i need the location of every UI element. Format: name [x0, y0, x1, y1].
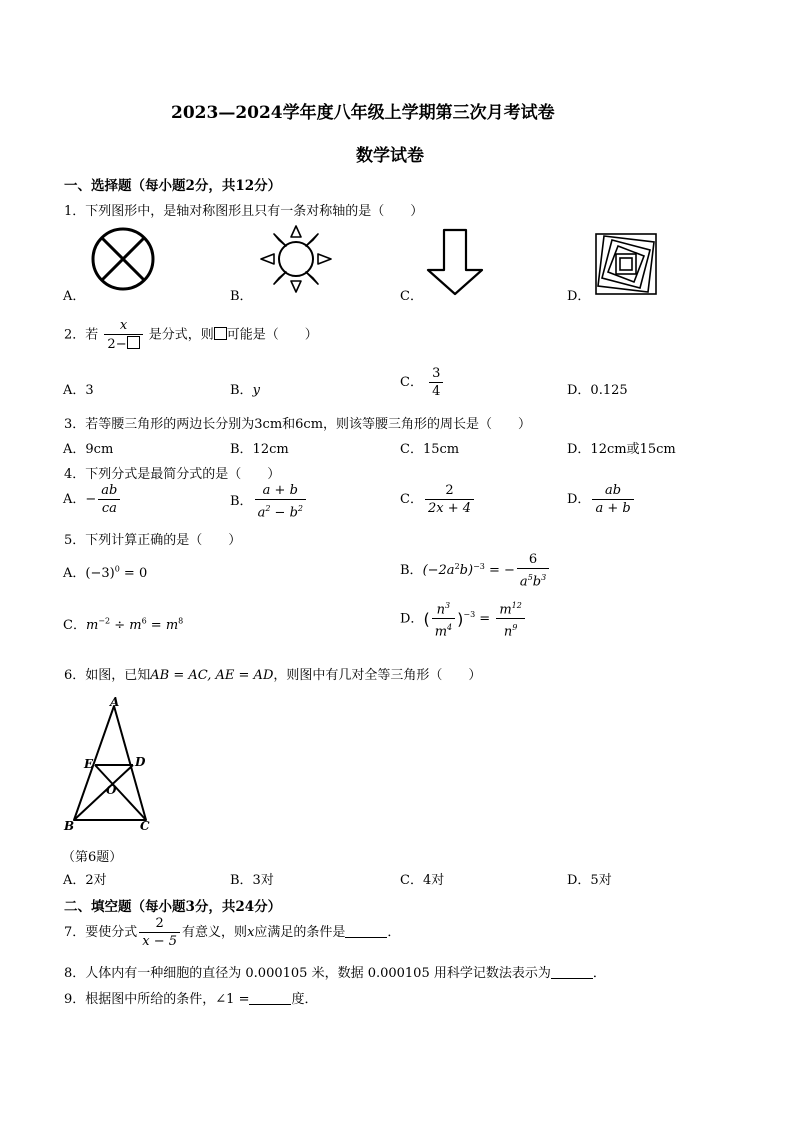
q5-c-e2: 6: [141, 616, 147, 626]
q4-d-label: D．: [567, 492, 591, 507]
q9-end: 度．: [291, 992, 318, 1007]
q4-stem: 4．下列分式是最简分式的是（ ）: [64, 467, 281, 482]
q5-d-inner-fraction: [432, 598, 455, 640]
q5-d-outer-den: [496, 619, 525, 639]
q6-stem-math: AB = AC, AE = AD: [150, 668, 274, 683]
q7-tail: 应满足的条件是: [254, 925, 346, 940]
q4-option-b: [230, 483, 308, 520]
q5-option-b: B．$(-2a^2b)^{-3}$ = − $\frac{6}{a^5b^3}$: [400, 552, 551, 589]
q6-caption: （第6题）: [62, 850, 123, 865]
q5-b-base2: b): [459, 563, 474, 579]
q5-a-exponent: 0: [114, 564, 120, 574]
q5-d-out-m: m: [499, 602, 512, 618]
label-b: B: [64, 819, 75, 833]
q5-option-d: [400, 598, 527, 640]
q7-denominator: x − 5: [142, 934, 178, 949]
q5-d-out-n-exp: 9: [512, 623, 518, 633]
q2-tail-text: 可能是（ ）: [226, 327, 318, 343]
q1-option-b-label: B．: [230, 289, 253, 304]
q6-stem: [64, 664, 481, 683]
q7-stem: [64, 916, 400, 949]
q9-stem: [64, 988, 317, 1007]
q2-option-c: [400, 366, 445, 399]
q8-answer-blank[interactable]: [551, 966, 593, 979]
q5-d-label: D．: [400, 611, 424, 627]
label-e: E: [84, 757, 94, 771]
q5-c-eq: =: [146, 618, 166, 633]
q1-option-d-label: D．: [567, 289, 591, 304]
q5-b-base: (−2a: [422, 563, 455, 579]
q6-stem-a: 6．如图，已知: [64, 668, 151, 683]
q5-d-inner-den: [432, 619, 455, 639]
q5-stem: 5．下列计算正确的是（ ）: [64, 533, 242, 548]
q8-text: 8．人体内有一种细胞的直径为 0.000105 米，数据 0.000105 用科学记数法表示为: [64, 966, 551, 981]
q5-option-a: [63, 562, 147, 581]
q1-figure-c-down-arrow: [424, 228, 486, 296]
q5-b-den-a: a: [519, 574, 528, 590]
q5-d-exponent: −3: [463, 610, 476, 619]
q2-number: 2．若: [64, 327, 99, 343]
q5-b-den-b: b: [532, 574, 542, 590]
q2-option-c-fraction: [429, 366, 443, 399]
q8-end: ．: [592, 966, 606, 981]
q2-option-c-label: C．: [400, 375, 423, 390]
q2-stem: [64, 318, 318, 352]
q2-den-text: 2−: [107, 337, 127, 352]
q4-c-denominator: 2x + 4: [427, 501, 471, 516]
q5-d-in-n-exp: 3: [445, 601, 451, 610]
q2-fraction-denominator: [104, 335, 142, 352]
q4-a-numerator: ab: [98, 483, 120, 500]
q4-b-den-b: − b: [270, 505, 298, 521]
label-o: O: [106, 783, 117, 797]
q5-c-m2: m: [129, 618, 142, 633]
q5-d-left-paren: (: [423, 609, 430, 629]
q6-option-a: A．2对: [63, 873, 107, 888]
q7-var: x: [247, 925, 255, 940]
q4-option-a: [63, 483, 122, 516]
q7-end: ．: [387, 925, 401, 940]
q9-answer-blank[interactable]: [249, 992, 291, 1005]
q4-d-numerator: ab: [592, 483, 633, 500]
q4-a-fraction: [98, 483, 120, 516]
q5-c-m1: m: [85, 618, 99, 633]
q2-option-d: D．0.125: [567, 383, 628, 398]
q4-c-fraction: [425, 483, 474, 516]
q2-c-numerator: 3: [429, 366, 443, 383]
q4-d-denominator: a + b: [595, 501, 631, 516]
q6-option-d: D．5对: [567, 873, 612, 888]
q5-d-out-n: n: [503, 624, 513, 640]
q4-b-den-a: a: [257, 505, 266, 521]
q7-numerator: 2: [139, 916, 180, 933]
q6-option-b: B．3对: [230, 873, 274, 888]
q7-mid: 有意义，则: [182, 925, 248, 940]
q3-option-c: C．15cm: [400, 442, 460, 457]
q4-d-fraction: [592, 483, 633, 516]
label-a: A: [110, 695, 120, 709]
q4-a-label: A．: [63, 492, 86, 507]
q2-mid-text: 是分式，则: [148, 327, 214, 343]
q5-a-expr: (−3): [85, 566, 115, 581]
section-1-heading: 一、选择题（每小题2分，共12分）: [64, 178, 282, 194]
q6-triangle-figure: [60, 696, 160, 836]
q5-d-out-m-exp: 12: [511, 601, 522, 610]
q5-d-in-n: n: [436, 602, 446, 618]
q3-option-b: B．12cm: [230, 442, 289, 457]
q6-option-c: C．4对: [400, 873, 445, 888]
q8-stem: [64, 962, 606, 981]
q2-option-b: [230, 379, 260, 398]
q5-c-e3: 8: [178, 616, 184, 626]
exam-subtitle: 数学试卷: [356, 146, 424, 166]
q5-d-outer-num: [496, 598, 525, 619]
q5-b-denominator: [517, 569, 549, 589]
q5-b-numerator: 6: [517, 552, 549, 569]
q4-c-numerator: 2: [425, 483, 474, 500]
q5-d-right-paren: ): [457, 609, 464, 629]
q5-d-outer-fraction: [496, 598, 525, 640]
q1-figure-a-circle-cross: [90, 226, 156, 292]
q2-fraction-numerator: x: [104, 318, 142, 335]
q2-option-b-value: y: [252, 383, 260, 398]
q2-c-denominator: 4: [432, 384, 441, 399]
q4-a-denominator: ca: [101, 501, 117, 516]
q1-figure-b-sun: [258, 224, 334, 296]
blank-square-icon: [127, 336, 140, 349]
q4-b-label: B．: [230, 494, 253, 510]
q1-figure-d-nested-squares: [594, 232, 658, 296]
label-d: D: [135, 755, 146, 769]
q5-b-label: B．: [400, 563, 423, 579]
q1-option-a-label: A．: [63, 289, 86, 304]
q5-b-den-b-exp: 3: [541, 573, 547, 582]
q5-a-label: A．: [63, 566, 86, 581]
q5-b-exponent: −3: [473, 561, 485, 571]
q7-fraction: [139, 916, 180, 949]
q5-c-op: ÷: [110, 618, 130, 633]
q6-stem-b: ，则图中有几对全等三角形（ ）: [273, 668, 482, 683]
q4-b-fraction: [255, 483, 306, 520]
label-c: C: [140, 819, 150, 833]
q3-stem: 3．若等腰三角形的两边长分别为3cm和6cm，则该等腰三角形的周长是（ ）: [64, 417, 532, 432]
q4-c-label: C．: [400, 492, 423, 507]
q7-answer-blank[interactable]: [345, 925, 387, 938]
q5-option-c: [63, 614, 183, 633]
q3-option-d: D．12cm或15cm: [567, 442, 676, 457]
q3-option-a: A．9cm: [63, 442, 114, 457]
q2-fraction: [104, 318, 142, 352]
q5-b-fraction: [517, 552, 549, 589]
q5-c-e1: −2: [98, 616, 111, 626]
q5-d-eq: =: [475, 611, 495, 627]
q5-d-in-m-exp: 4: [447, 623, 453, 633]
q1-option-c-label: C．: [400, 289, 423, 304]
q4-b-numerator: a + b: [255, 483, 306, 500]
blank-square-icon: [214, 327, 227, 340]
section-2-heading: 二、填空题（每小题3分，共24分）: [64, 899, 282, 915]
q5-d-inner-num: [432, 598, 455, 619]
q5-c-label: C．: [63, 618, 86, 633]
q4-a-sign: −: [85, 492, 97, 507]
q7-pre: 7．要使分式: [64, 925, 138, 940]
q2-option-b-label: B．: [230, 383, 253, 398]
q5-b-den-a-exp: 5: [527, 573, 533, 582]
q9-text: 9．根据图中所给的条件，∠1 =: [64, 992, 250, 1007]
q4-option-c: [400, 483, 476, 516]
exam-title: 2023—2024学年度八年级上学期第三次月考试卷: [171, 103, 555, 123]
q1-stem: 1．下列图形中，是轴对称图形且只有一条对称轴的是（ ）: [64, 204, 424, 219]
q2-option-a: A．3: [63, 383, 94, 398]
q5-d-in-m: m: [434, 624, 448, 640]
q5-a-rhs: = 0: [119, 566, 148, 581]
q4-option-d: [567, 483, 636, 516]
q5-c-m3: m: [165, 618, 179, 633]
q4-b-denominator: $a^2 - b^2$: [257, 504, 303, 521]
q5-b-eq: = −: [484, 563, 515, 579]
